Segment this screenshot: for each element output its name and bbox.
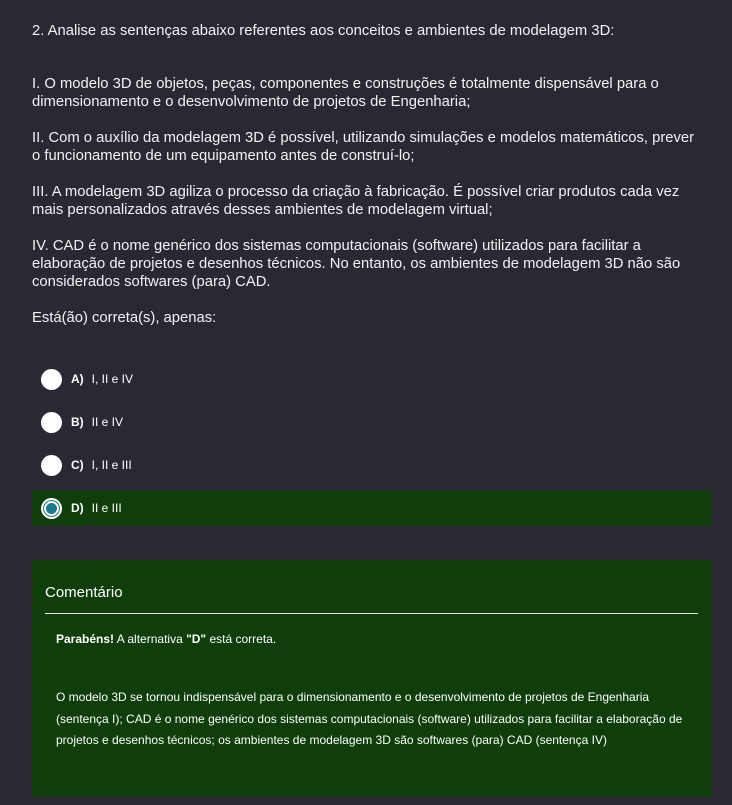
result-prefix: A alternativa <box>114 632 187 646</box>
option-letter: D) <box>71 501 84 515</box>
comment-title: Comentário <box>45 584 123 601</box>
comment-panel <box>32 560 712 797</box>
result-suffix: está correta. <box>206 632 277 646</box>
sentence-3: III. A modelagem 3D agiliza o processo da criação à fabricação. É possível criar produtos cada vez mais personalizados através desses ambientes de modelagem virtual; <box>32 184 680 218</box>
sentence-4: IV. CAD é o nome genérico dos sistemas computacionais (software) utilizados para facilitar a elaboração de projetos e desenhos técnicos. No entanto, os ambientes de modelagem 3D não são considerados softwares (para) CAD. <box>32 238 681 290</box>
option-c[interactable] <box>32 447 712 483</box>
comment-body: O modelo 3D se tornou indispensável para o dimensionamento e o desenvolvimento de projetos de Engenharia (sentença I); CAD é o nome genérico dos sistemas computacionais (software) utilizados para facilitar a elaboração de projetos e desenhos técnicos; os ambientes de modelagem 3D são softwares (para) CAD (sentença IV) <box>56 690 683 747</box>
option-a[interactable] <box>32 361 712 397</box>
comment-divider <box>45 613 698 614</box>
comment-result <box>56 631 696 647</box>
sentence-1: I. O modelo 3D de objetos, peças, componentes e construções é totalmente dispensável para o dimensionamento e o desenvolvimento de projetos de Engenharia; <box>32 76 659 110</box>
option-b[interactable] <box>32 404 712 440</box>
option-text: II e IV <box>91 415 124 429</box>
question-title: 2. Analise as sentenças abaixo referentes aos conceitos e ambientes de modelagem 3D: <box>32 23 615 39</box>
option-letter: A) <box>71 372 84 386</box>
radio-unchecked-icon[interactable] <box>41 455 62 476</box>
option-letter: B) <box>71 415 84 429</box>
option-d[interactable] <box>32 490 712 526</box>
question-block <box>32 22 704 326</box>
question-prompt: Está(ão) correta(s), apenas: <box>32 310 217 326</box>
result-answer: "D" <box>186 632 207 646</box>
option-letter: C) <box>71 458 84 472</box>
radio-checked-icon[interactable] <box>41 498 62 519</box>
option-text: I, II e III <box>91 458 132 472</box>
sentence-2: II. Com o auxílio da modelagem 3D é possível, utilizando simulações e modelos matemáticos, prever o funcionamento de um equipamento antes de construí-lo; <box>32 130 695 164</box>
radio-unchecked-icon[interactable] <box>41 412 62 433</box>
radio-unchecked-icon[interactable] <box>41 369 62 390</box>
option-text: I, II e IV <box>91 372 134 386</box>
option-text: II e III <box>91 501 122 515</box>
congrats-text: Parabéns! <box>56 632 115 646</box>
